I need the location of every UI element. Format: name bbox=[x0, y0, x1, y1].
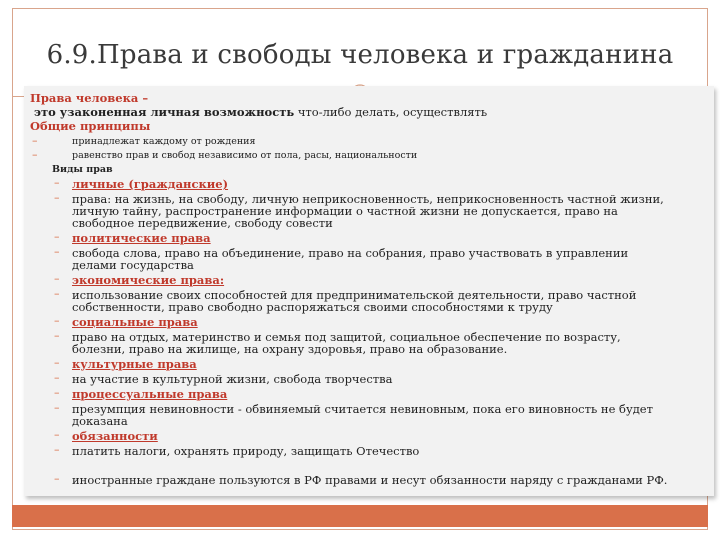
principles-heading: Общие принципы bbox=[30, 119, 151, 133]
section-label-personal: личные (гражданские) bbox=[72, 177, 229, 191]
section-line: свобода слова, право на объединение, право на собрания, право участвовать в управлении bbox=[72, 246, 629, 260]
section-label-social: социальные права bbox=[72, 315, 198, 329]
section-line: платить налоги, охранять природу, защищать Отечество bbox=[72, 444, 420, 458]
bullet-dash: – bbox=[54, 230, 60, 243]
definition-text bbox=[34, 106, 487, 119]
section-line: использование своих способностей для предпринимательской деятельности, право частной bbox=[72, 288, 637, 302]
bullet-dash: – bbox=[54, 287, 60, 300]
slide-bottom-bar bbox=[12, 505, 708, 527]
bullet-dash: – bbox=[54, 356, 60, 369]
section-label-political: политические права bbox=[72, 231, 211, 245]
bullet-dash: – bbox=[54, 176, 60, 189]
bullet-dash: – bbox=[32, 134, 38, 147]
section-line: свободное передвижение, свободу совести bbox=[72, 216, 333, 230]
slide-title: 6.9.Права и свободы человека и гражданина bbox=[46, 40, 674, 70]
footer-note: иностранные граждане пользуются в РФ правами и несут обязанности наряду с гражданами РФ. bbox=[72, 473, 668, 487]
section-line: болезни, право на жилище, на охрану здоровья, право на образование. bbox=[72, 342, 508, 356]
principle-item: принадлежат каждому от рождения bbox=[72, 136, 256, 147]
section-line: личную тайну, распространение информации о частной жизни не допускается, право на bbox=[72, 204, 618, 218]
section-line: собственности, право свободно распоряжаться своими способностями к труду bbox=[72, 300, 553, 314]
section-line: презумпция невиновности - обвиняемый считается невиновным, пока его виновность не будет bbox=[72, 402, 653, 416]
bullet-dash: – bbox=[54, 245, 60, 258]
section-line: доказана bbox=[72, 414, 128, 428]
principle-item: равенство прав и свобод независимо от пола, расы, национальности bbox=[72, 150, 418, 161]
content-box bbox=[24, 86, 714, 496]
section-label-economic: экономические права: bbox=[72, 273, 225, 287]
bullet-dash: – bbox=[54, 272, 60, 285]
bullet-dash: – bbox=[54, 428, 60, 441]
section-label-duties: обязанности bbox=[72, 429, 158, 443]
types-heading: Виды прав bbox=[52, 164, 113, 175]
definition-term: Права человека – bbox=[30, 91, 149, 105]
section-label-procedural: процессуальные права bbox=[72, 387, 228, 401]
bullet-dash: – bbox=[54, 401, 60, 414]
bullet-dash: – bbox=[54, 371, 60, 384]
bullet-dash: – bbox=[54, 314, 60, 327]
bullet-dash: – bbox=[54, 472, 60, 485]
definition-rest: что-либо делать, осуществлять bbox=[294, 105, 488, 119]
bullet-dash: – bbox=[54, 191, 60, 204]
section-line: на участие в культурной жизни, свобода творчества bbox=[72, 372, 393, 386]
section-line: право на отдых, материнство и семья под защитой, социальное обеспечение по возрасту, bbox=[72, 330, 621, 344]
bullet-dash: – bbox=[54, 443, 60, 456]
bullet-dash: – bbox=[54, 329, 60, 342]
section-line: права: на жизнь, на свободу, личную неприкосновенность, неприкосновенность частной жизни, bbox=[72, 192, 664, 206]
definition-bold: это узаконенная личная возможность bbox=[34, 105, 295, 119]
bullet-dash: – bbox=[54, 386, 60, 399]
section-label-cultural: культурные права bbox=[72, 357, 197, 371]
section-line: делами государства bbox=[72, 258, 194, 272]
bullet-dash: – bbox=[32, 148, 38, 161]
